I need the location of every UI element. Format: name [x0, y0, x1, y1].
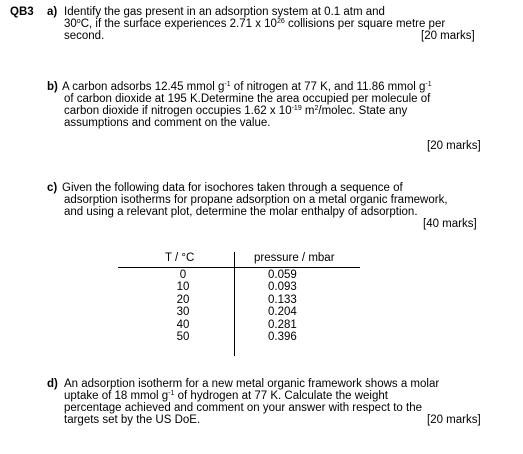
pressure-cell: 0.204 — [268, 306, 297, 319]
pressure-header: pressure / mbar — [254, 252, 335, 264]
part-a-line-2: 30$^o$C, if the surface experiences 2.71 x $10^{26}$ collisions per square metre per — [64, 18, 446, 30]
part-a-line-3: second. — [64, 30, 105, 42]
pressure-cell: 0.059 — [268, 269, 297, 281]
pressure-cell: 0.093 — [268, 281, 297, 294]
part-c-label: c) — [47, 182, 58, 194]
pressure-cell: 0.396 — [268, 331, 297, 344]
part-d-line-4: targets set by the US DoE. — [64, 414, 201, 426]
part-c-line-2: adsorption isotherms for propane adsorption on a metal organic framework, — [64, 194, 448, 206]
temperature-cell: 10 — [176, 281, 190, 294]
part-c-marks: [40 marks] — [423, 218, 477, 230]
question-number: QB3 — [10, 6, 34, 18]
temperature-cell: 0 — [179, 269, 187, 281]
part-d-marks: [20 marks] — [427, 414, 481, 426]
part-a-line-1: Identify the gas present in an adsorption system at 0.1 atm and — [64, 6, 385, 18]
table-column-rule — [234, 252, 235, 356]
temperature-cell: 30 — [176, 306, 190, 319]
part-b-line-3: carbon dioxide if nitrogen occupies 1.62 x $10^{-19}$ $m^2$/molec. State any — [64, 105, 408, 117]
isochore-data-table — [118, 252, 360, 357]
temperature-cell: 40 — [176, 318, 190, 331]
pressure-cell: 0.281 — [268, 318, 297, 331]
temperature-cell: 20 — [176, 293, 190, 306]
part-b-marks: [20 marks] — [427, 140, 481, 152]
pressure-cell: 0.133 — [268, 293, 297, 306]
part-b-line-4: assumptions and comment on the value. — [64, 117, 271, 129]
part-d-label: d) — [47, 378, 58, 390]
part-b-label: b) — [47, 81, 58, 93]
part-a-marks: [20 marks] — [421, 30, 475, 42]
part-d-line-3: percentage achieved and comment on your answer with respect to the — [64, 402, 422, 414]
part-d-line-2: uptake of 18 mmol $g^{-1}$ of hydrogen at 77 K. Calculate the weight — [64, 390, 388, 402]
part-d-line-1: An adsorption isotherm for a new metal organic framework shows a molar — [64, 378, 440, 390]
part-c-line-1: Given the following data for isochores taken through a sequence of — [62, 182, 403, 194]
table-header-rule — [118, 267, 360, 268]
temperature-cell: 50 — [176, 331, 190, 344]
temperature-header: T / °C — [165, 252, 195, 264]
part-b-line-2: of carbon dioxide at 195 K.Determine the area occupied per molecule of — [64, 93, 431, 105]
part-c-line-3: and using a relevant plot, determine the molar enthalpy of adsorption. — [64, 206, 418, 218]
temperature-column — [168, 269, 198, 343]
part-b-line-1: A carbon adsorbs 12.45 mmol $g^{-1}$ of nitrogen at 77 K, and 11.86 mmol $g^{-1}$ — [62, 81, 432, 93]
pressure-column — [268, 269, 310, 343]
part-a-label: a) — [47, 6, 58, 18]
